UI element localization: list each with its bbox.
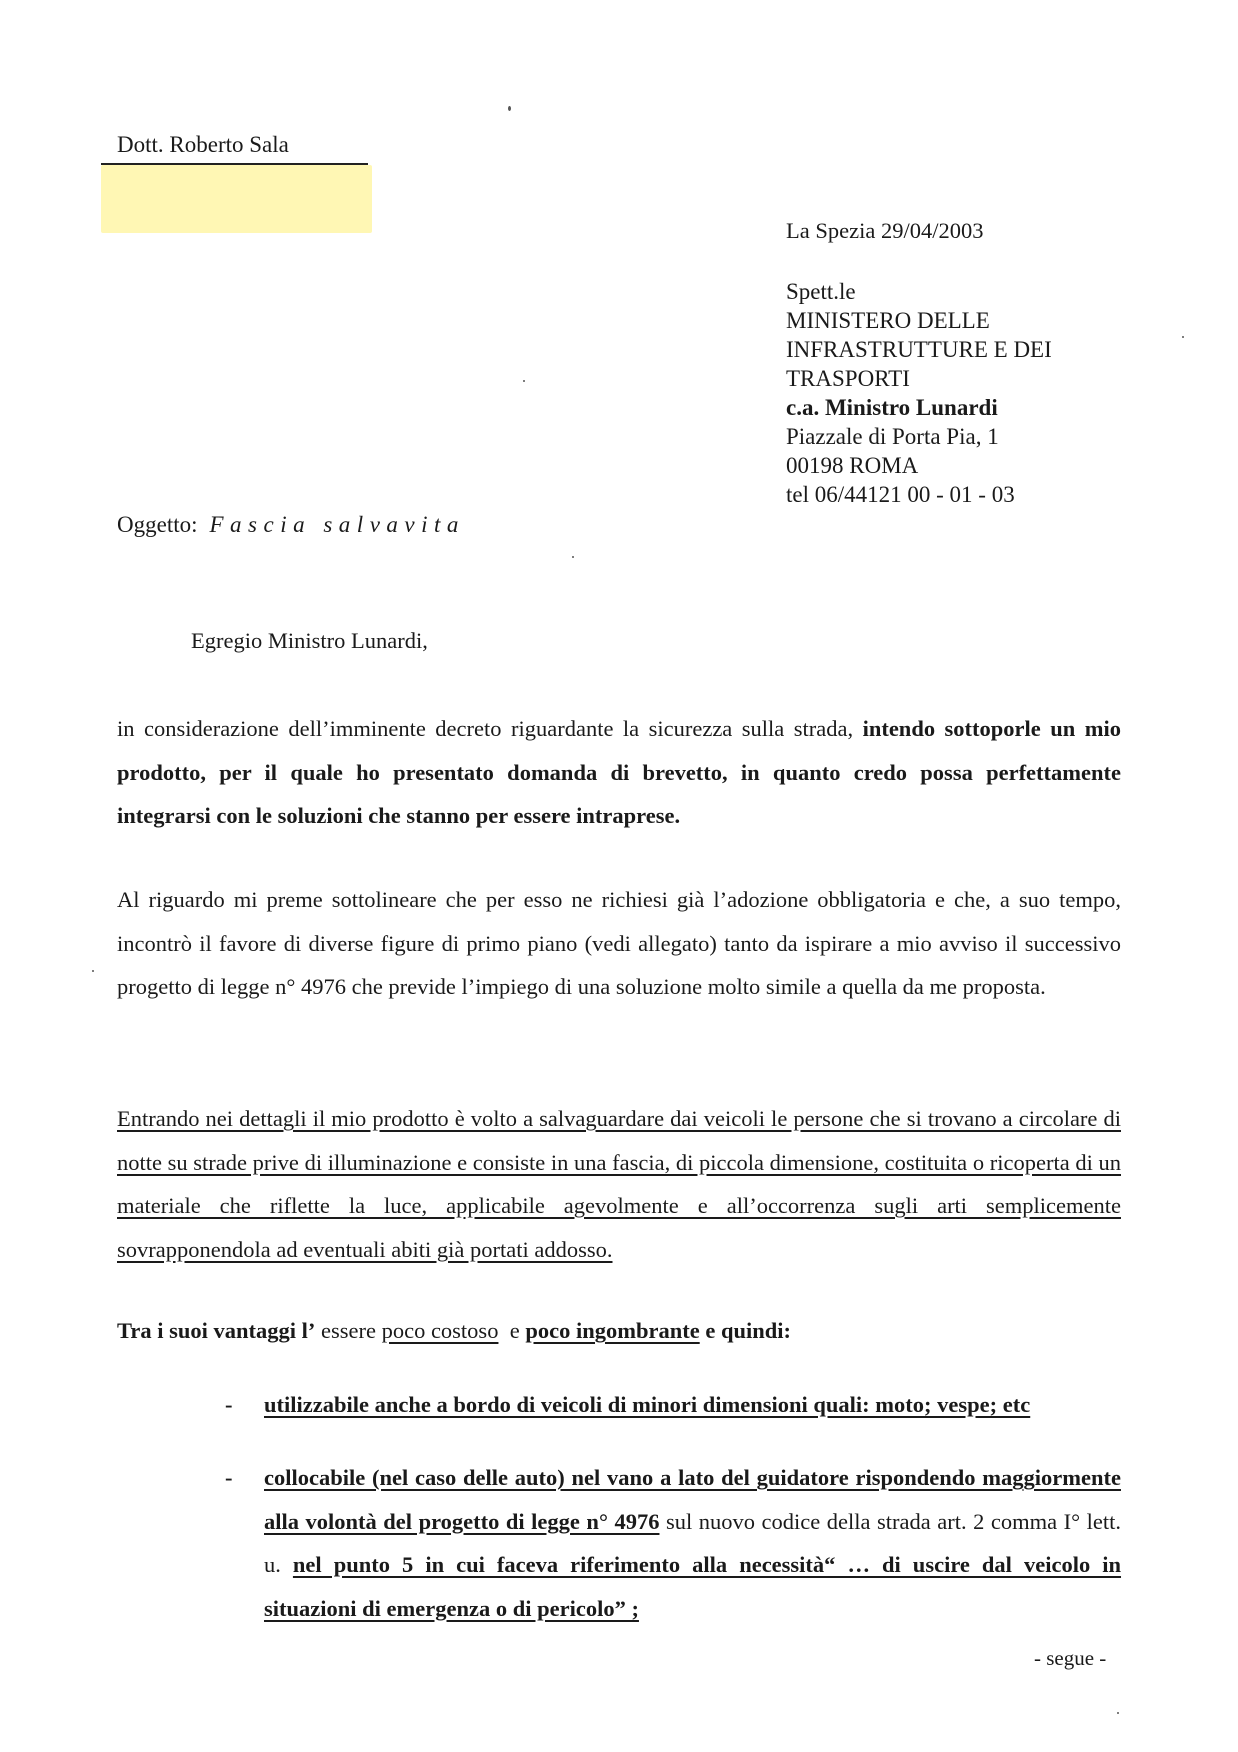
scan-speck [523, 380, 525, 382]
paragraph-background [117, 878, 1121, 1009]
bullet-item-text: utilizzabile anche a bordo di veicoli di minori dimensioni quali: moto; vespe; etc [264, 1392, 1031, 1417]
recipient-line: TRASPORTI [786, 366, 910, 391]
bullet-dash: - [225, 1465, 233, 1490]
scan-speck [1117, 1712, 1119, 1714]
paragraph-intro [117, 707, 1121, 838]
advantages-line [117, 1318, 791, 1344]
recipient-attention: c.a. Ministro Lunardi [786, 395, 998, 420]
advantage-compact: poco ingombrante [525, 1318, 700, 1343]
highlighter-redaction [101, 165, 372, 233]
recipient-line: MINISTERO DELLE [786, 308, 990, 333]
salutation: Egregio Ministro Lunardi, [191, 628, 428, 653]
advantages-ending: e quindi: [699, 1318, 791, 1343]
advantages-connector: e [498, 1318, 526, 1343]
recipient-address [786, 277, 1052, 509]
bullet-item-text: nel punto 5 in cui faceva riferimento alla necessità“ … di uscire dal veicolo in situazioni di emergenza o di pericolo” ; [264, 1552, 1122, 1621]
recipient-phone: tel 06/44121 00 - 01 - 03 [786, 482, 1015, 507]
bullet-dash: - [225, 1392, 233, 1417]
scan-speck [572, 556, 574, 558]
bullet-item-text: collocabile (nel caso delle auto) nel vano a lato del guidatore rispondendo maggiormente alla volontà del progetto di legge n° 4976 [264, 1465, 1121, 1534]
recipient-line: 00198 ROMA [786, 453, 919, 478]
advantages-intro: Tra i suoi vantaggi l’ [117, 1318, 316, 1343]
paragraph-details [117, 1097, 1121, 1271]
advantage-cheap: poco costoso [381, 1318, 499, 1343]
paragraph-background-text: Al riguardo mi preme sottolineare che per esso ne richiesi già l’adozione obbligatoria e che, a suo tempo, incontrò il favore di diverse figure di primo piano (vedi allegato) tanto da ispirare a mio avviso il successivo progetto di legge n° 4976 che previde l’impiego di una soluzione molto simile a quella da me proposta. [117, 887, 1121, 999]
paragraph-intro-bold: intendo sottoporle un mio prodotto, per il quale ho presentato domanda di brevetto, in quanto credo possa perfettamente integrarsi con le soluzioni che stanno per essere intraprese. [117, 716, 1121, 828]
advantages-intro-plain: essere [315, 1318, 382, 1343]
sender-name: Dott. Roberto Sala [117, 132, 289, 157]
continues-marker: - segue - [1034, 1646, 1107, 1670]
subject-line [117, 512, 465, 538]
subject-label: Oggetto: [117, 512, 198, 537]
recipient-line: Piazzale di Porta Pia, 1 [786, 424, 999, 449]
recipient-line: Spett.le [786, 279, 856, 304]
date-line: La Spezia 29/04/2003 [786, 218, 984, 243]
scan-speck [92, 970, 94, 972]
bullet-item-text: sul nuovo codice della strada art. 2 comma I° lett. u. [264, 1508, 1122, 1577]
paragraph-intro-text: in considerazione dell’imminente decreto riguardante la sicurezza sulla strada, [117, 716, 863, 741]
paragraph-details-text: Entrando nei dettagli il mio prodotto è volto a salvaguardare dai veicoli le persone che si trovano a circolare di notte su strade prive di illuminazione e consiste in una fascia, di piccola dimensione, costituita o ricoperta di un materiale che riflette la luce, applicabile agevolmente e all’occorrenza sugli arti semplicemente sovrapponendola ad eventuali abiti già portati addosso. [117, 1106, 1121, 1262]
subject-value: Fascia salvavita [209, 512, 465, 537]
bullet-item [264, 1383, 1121, 1427]
scan-speck [1182, 336, 1184, 338]
recipient-line: INFRASTRUTTURE E DEI [786, 337, 1052, 362]
bullet-item [264, 1456, 1121, 1630]
scan-speck [508, 106, 511, 111]
